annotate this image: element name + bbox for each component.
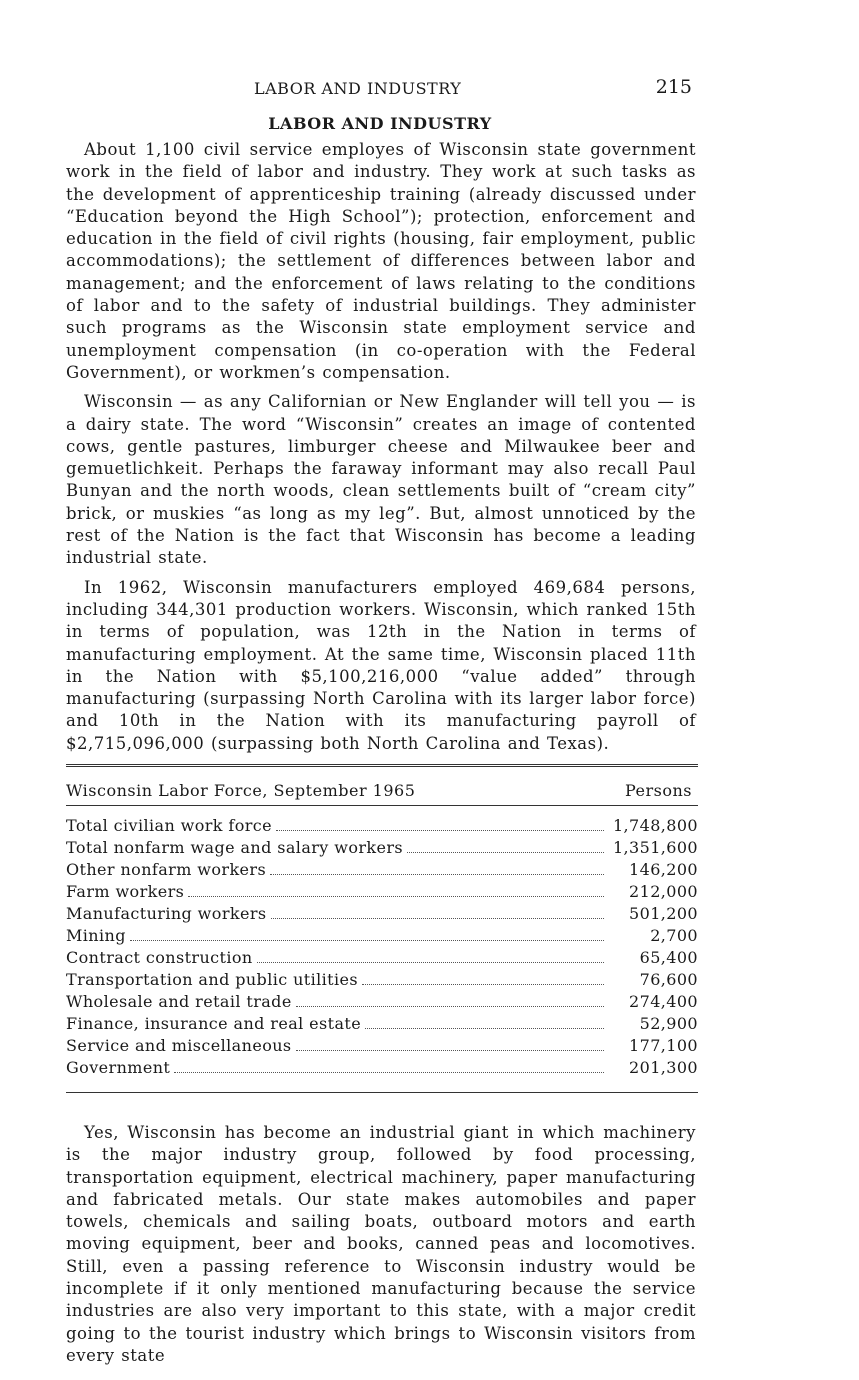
row-label: Contract construction xyxy=(66,948,253,967)
dot-leader xyxy=(365,1028,604,1029)
row-value: 52,900 xyxy=(639,1014,698,1033)
row-value: 1,748,800 xyxy=(612,816,698,835)
running-head xyxy=(66,76,694,102)
dot-leader xyxy=(276,830,604,831)
labor-force-table xyxy=(66,764,698,1093)
table-body xyxy=(66,806,698,1092)
running-title: LABOR AND INDUSTRY xyxy=(254,79,462,98)
table-row xyxy=(66,838,698,860)
column-header-persons: Persons xyxy=(624,781,692,800)
row-value: 501,200 xyxy=(629,904,698,923)
dot-leader xyxy=(271,918,605,919)
row-label: Total civilian work force xyxy=(66,816,273,835)
row-label: Farm workers xyxy=(66,882,185,901)
table-bottom-rule xyxy=(66,1092,698,1093)
paragraph-dairy-state: Wisconsin — as any Californian or New Englander will tell you — is a dairy state. The word “Wisconsin” creates an image of contented cows, gentle pastures, limburger cheese and Milwaukee beer and gemuetlichkeit. Perhaps the faraway informant may also recall Paul Bunyan and the north woods, clean settlements built of “cream city” brick, or muskies “as long as my leg”. But, almost unnoticed by the rest of the Nation is the fact that Wisconsin has become a leading industrial state. xyxy=(66,392,696,568)
row-value: 177,100 xyxy=(629,1036,698,1055)
paragraph-manufacturing-1962: In 1962, Wisconsin manufacturers employed 469,684 persons, including 344,301 production workers. Wisconsin, which ranked 15th in terms of population, was 12th in the Nation in terms of manufacturing employment. At the same time, Wisconsin placed 11th in the Nation with $5,100,216,000 “value added” through manufacturing (surpassing North Carolina with its larger labor force) and 10th in the Nation with its manufacturing payroll of $2,715,096,000 (surpassing both North Carolina and Texas). xyxy=(66,577,696,753)
paragraph-industrial-giant: Yes, Wisconsin has become an industrial giant in which machinery is the major industry group, followed by food processing, transportation equipment, electrical machinery, paper manufacturing and fabricated metals. Our state makes automobiles and paper towels, chemicals and sailing boats, outboard motors and earth moving equipment, beer and books, canned peas and locomotives. Still, even a passing reference to Wisconsin industry would be incomplete if it only mentioned manufacturing because the service industries are also very important to this state, with a major credit going to the tourist industry which brings to Wisconsin visitors from every state xyxy=(66,1123,696,1365)
dot-leader xyxy=(174,1072,604,1073)
dot-leader xyxy=(407,852,604,853)
table-row xyxy=(66,860,698,882)
section-heading: LABOR AND INDUSTRY xyxy=(268,114,492,133)
row-value: 1,351,600 xyxy=(612,838,698,857)
dot-leader xyxy=(296,1006,604,1007)
table-row xyxy=(66,816,698,838)
table-row xyxy=(66,1058,698,1080)
row-value: 274,400 xyxy=(629,992,698,1011)
row-value: 212,000 xyxy=(629,882,698,901)
row-value: 76,600 xyxy=(639,970,698,989)
closing-text xyxy=(66,1122,696,1374)
intro-text xyxy=(66,139,696,762)
table-title: Wisconsin Labor Force, September 1965 xyxy=(66,781,416,800)
table-row xyxy=(66,882,698,904)
row-label: Manufacturing workers xyxy=(66,904,267,923)
table-row xyxy=(66,904,698,926)
table-row xyxy=(66,948,698,970)
dot-leader xyxy=(270,874,604,875)
row-value: 2,700 xyxy=(650,926,698,945)
dot-leader xyxy=(188,896,604,897)
paragraph-civil-service: About 1,100 civil service employes of Wisconsin state government work in the field of labor and industry. They work at such tasks as the development of apprenticeship training (already discussed under “Education beyond the High School”); protection, enforcement and education in the field of civil rights (housing, fair employment, public accommodations); the settlement of differences between labor and management; and the enforcement of laws relating to the conditions of labor and to the safety of industrial buildings. They administer such programs as the Wisconsin state employment service and unemployment compensation (in co-operation with the Federal Government), or workmen’s compensation. xyxy=(66,140,696,382)
dot-leader xyxy=(257,962,604,963)
table-row xyxy=(66,1014,698,1036)
row-value: 201,300 xyxy=(629,1058,698,1077)
dot-leader xyxy=(362,984,604,985)
table-row xyxy=(66,992,698,1014)
row-label: Government xyxy=(66,1058,171,1077)
row-label: Other nonfarm workers xyxy=(66,860,267,879)
table-row xyxy=(66,970,698,992)
row-value: 65,400 xyxy=(639,948,698,967)
table-row xyxy=(66,1036,698,1058)
table-row xyxy=(66,926,698,948)
page-number: 215 xyxy=(655,76,692,98)
dot-leader xyxy=(130,940,604,941)
row-label: Service and miscellaneous xyxy=(66,1036,292,1055)
row-value: 146,200 xyxy=(629,860,698,879)
row-label: Mining xyxy=(66,926,126,945)
row-label: Transportation and public utilities xyxy=(66,970,358,989)
dot-leader xyxy=(296,1050,604,1051)
row-label: Finance, insurance and real estate xyxy=(66,1014,362,1033)
row-label: Wholesale and retail trade xyxy=(66,992,292,1011)
row-label: Total nonfarm wage and salary workers xyxy=(66,838,404,857)
table-header xyxy=(66,767,698,805)
